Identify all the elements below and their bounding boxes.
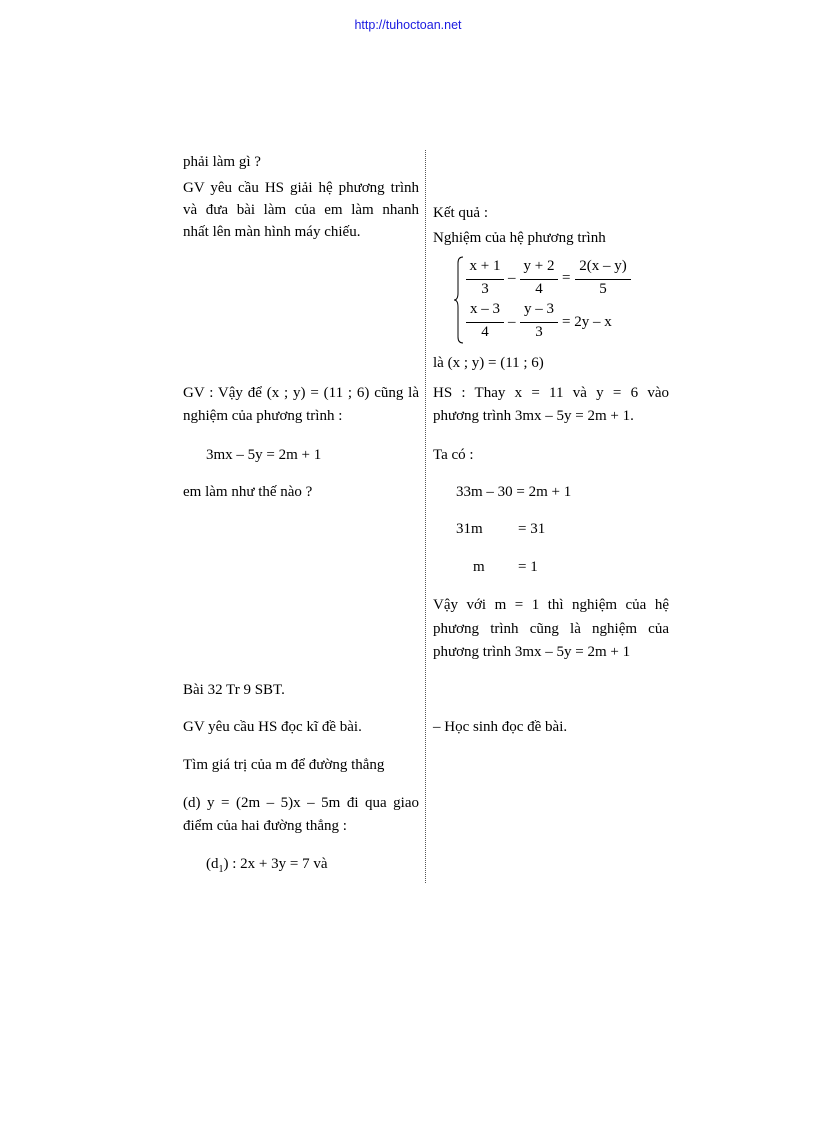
- right-line-2: Nghiệm của hệ phương trình: [433, 230, 606, 246]
- left-line-9a: (d) y = (2m – 5)x – 5m đi qua giao: [183, 795, 419, 811]
- exercise-title: Bài 32 Tr 9 SBT.: [183, 682, 285, 698]
- minus-1: –: [508, 270, 516, 286]
- minus-2: –: [508, 314, 516, 330]
- right-line-9a: Vậy với m = 1 thì nghiệm của hệ: [433, 597, 669, 613]
- solution-line: là (x ; y) = (11 ; 6): [433, 355, 544, 371]
- calc-line-2-right: = 31: [518, 521, 546, 537]
- rhs-2: = 2y – x: [562, 314, 612, 330]
- right-line-4b: phương trình 3mx – 5y = 2m + 1.: [433, 408, 634, 424]
- calc-line-2-left: 31m: [456, 521, 483, 537]
- equals-1: =: [562, 270, 571, 286]
- line-d1-equation: $(d_1)$ : 2x + 3y = 7 và: [206, 856, 328, 875]
- left-line-1: phải làm gì ?: [183, 154, 261, 170]
- left-line-3b: nghiệm của phương trình :: [183, 408, 343, 424]
- right-line-10: – Học sinh đọc đề bài.: [433, 719, 568, 735]
- left-line-2b: và đưa bài làm của em làm nhanh: [183, 202, 419, 218]
- left-line-7: GV yêu cầu HS đọc kĩ đề bài.: [183, 719, 362, 735]
- left-equation: 3mx – 5y = 2m + 1: [206, 447, 322, 463]
- left-line-5: em làm như thế nào ?: [183, 484, 313, 500]
- brace-icon: [453, 255, 465, 345]
- left-line-2a: GV yêu cầu HS giải hệ phương trình: [183, 180, 419, 196]
- right-line-9c: phương trình 3mx – 5y = 2m + 1: [433, 644, 631, 660]
- right-line-9b: phương trình cũng là nghiệm của: [433, 621, 669, 637]
- left-line-8: Tìm giá trị của m để đường thẳng: [183, 757, 385, 773]
- right-line-5: Ta có :: [433, 447, 474, 463]
- column-divider: [425, 150, 426, 883]
- header-url[interactable]: http://tuhoctoan.net: [354, 18, 462, 32]
- calc-line-1: 33m – 30 = 2m + 1: [456, 484, 572, 500]
- right-line-4a: HS : Thay x = 11 và y = 6 vào: [433, 385, 669, 401]
- left-line-3a: GV : Vậy để (x ; y) = (11 ; 6) cũng là: [183, 385, 419, 401]
- calc-line-3-right: = 1: [518, 559, 538, 575]
- result-label: Kết quả :: [433, 205, 488, 221]
- calc-line-3-left: m: [473, 559, 485, 575]
- left-line-9b: điểm của hai đường thẳng :: [183, 818, 347, 834]
- left-line-2c: nhất lên màn hình máy chiếu.: [183, 224, 361, 240]
